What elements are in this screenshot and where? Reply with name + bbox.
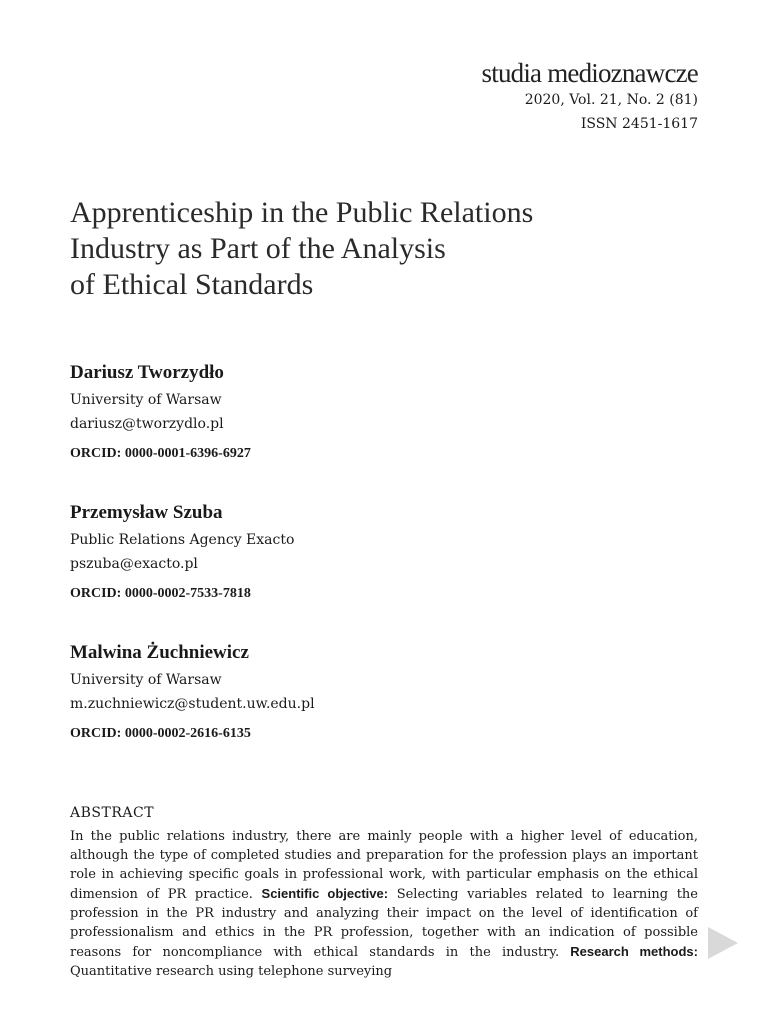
author-name: Przemysław Szuba: [70, 502, 223, 523]
orcid-label: ORCID:: [70, 726, 122, 741]
orcid-label: ORCID:: [70, 586, 122, 601]
abstract-label-methods: Research methods:: [570, 944, 698, 959]
abstract-text: Quantitative research using telephone surveying: [70, 964, 393, 979]
journal-issue: 2020, Vol. 21, No. 2 (81): [524, 92, 698, 108]
orcid-id: 0000-0002-2616-6135: [124, 726, 251, 741]
journal-issn: ISSN 2451-1617: [580, 116, 698, 132]
author-email: dariusz@tworzydlo.pl: [70, 416, 224, 432]
author-block-2: [70, 502, 294, 603]
author-orcid: [70, 725, 315, 743]
author-orcid: [70, 585, 294, 603]
author-email: m.zuchniewicz@student.uw.edu.pl: [70, 696, 315, 712]
author-affiliation: University of Warsaw: [70, 672, 222, 688]
author-block-1: [70, 362, 251, 463]
abstract-section: [70, 803, 698, 981]
author-name: Dariusz Tworzydło: [70, 362, 224, 383]
abstract-text: In the public relations industry, there are mainly people with a higher level of education, although the type of completed studies and preparation for the profession plays an important role in achieving specific goals in professional work, with particular emphasis on the ethical dimension of PR practice.: [70, 829, 698, 902]
play-arrow-shape: [708, 927, 738, 959]
article-title: [70, 195, 670, 303]
orcid-id: 0000-0002-7533-7818: [124, 586, 251, 601]
abstract-label-objective: Scientific objective:: [261, 886, 389, 901]
abstract-text: Selecting variables related to learning the profession in the PR industry and analyzing their impact on the level of identification of professionalism and ethics in the PR profession, together with an indication of possible reasons for noncompliance with ethical standards in the industry.: [70, 887, 698, 960]
orcid-id: 0000-0001-6396-6927: [124, 446, 251, 461]
orcid-label: ORCID:: [70, 446, 122, 461]
journal-name: studia medioznawcze: [481, 58, 698, 88]
author-email: pszuba@exacto.pl: [70, 556, 198, 572]
abstract-body: [70, 827, 698, 981]
author-affiliation: University of Warsaw: [70, 392, 222, 408]
title-line: of Ethical Standards: [70, 268, 314, 301]
journal-header: [482, 58, 698, 136]
author-orcid: [70, 445, 251, 463]
author-name: Malwina Żuchniewicz: [70, 642, 249, 663]
author-block-3: [70, 642, 315, 743]
abstract-heading: ABSTRACT: [70, 805, 155, 821]
title-line: Industry as Part of the Analysis: [70, 232, 446, 265]
play-arrow-icon[interactable]: [708, 927, 738, 959]
title-line: Apprenticeship in the Public Relations: [70, 196, 534, 229]
author-affiliation: Public Relations Agency Exacto: [70, 532, 295, 548]
